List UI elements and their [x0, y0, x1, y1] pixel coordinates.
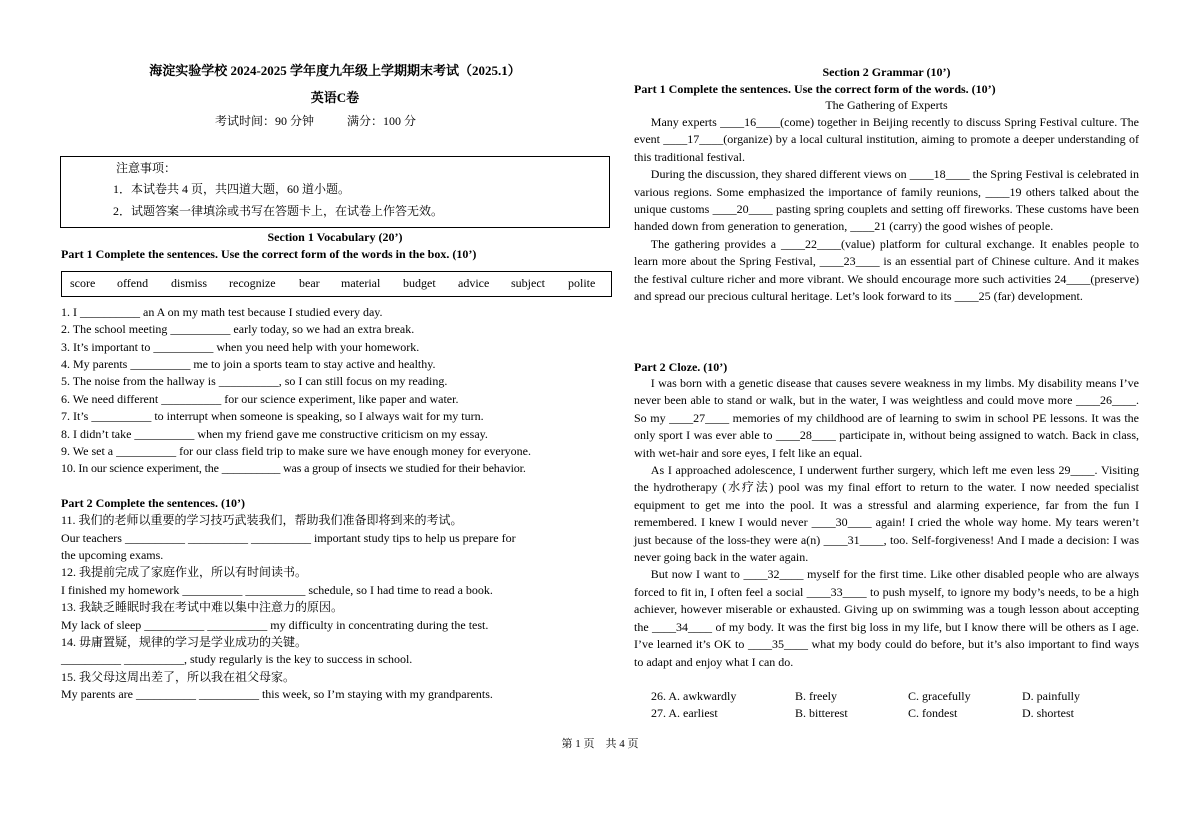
cloze-paragraph: I was born with a genetic disease that causes severe weakness in my limbs. My disability means I’ve never been able to stand or walk, but in the water, I was weightless and could move more ____26____. So my ____27____ memories of my childhood are of learning to swim in school PE lessons. It was the only sport I was ever able to ____28____ participate in, without being assigned to watch. Back in class, with wet-hair and sore eyes, I felt like an equal.	[634, 376, 1139, 460]
option: C. gracefully	[908, 689, 971, 703]
section2-part2-title: Part 2 Cloze. (10’)	[634, 360, 728, 374]
section1-part1-title: Part 1 Complete the sentences. Use the correct form of the words in the box. (10’)	[61, 247, 477, 261]
cloze-passage	[634, 375, 1139, 671]
exam-title: 海淀实验学校 2024-2025 学年度九年级上学期期末考试（2025.1）	[149, 63, 521, 78]
section2-title: Section 2 Grammar (10’)	[822, 65, 951, 79]
option: 26. A. awkwardly	[651, 689, 737, 703]
option: D. painfully	[1022, 689, 1080, 703]
word-item: score	[70, 276, 96, 290]
grammar-paragraph: The gathering provides a ____22____(value) platform for cultural exchange. It enables people to learn more about the Spring Festival, ____23____ is an essential part of Chinese culture. And it makes the festival culture richer and more vibrant. We should encourage more such activities 24____(preserve) and spread our precious cultural heritage. Let’s look forward to its ____25 (far) development.	[634, 236, 1139, 304]
exam-time: 考试时间：90 分钟	[215, 114, 315, 128]
word-item: bear	[299, 276, 320, 290]
translation-line: My lack of sleep __________ __________ my difficulty in concentrating during the test.	[61, 618, 489, 632]
passage-title: The Gathering of Experts	[825, 98, 948, 112]
sentence: 5. The noise from the hallway is __________, so I can still focus on my reading.	[61, 374, 448, 388]
translation-line: 12. 我提前完成了家庭作业，所以有时间读书。	[61, 565, 308, 579]
sentence: 7. It’s __________ to interrupt when someone is speaking, so I always wait for my turn.	[61, 409, 484, 423]
exam-subtitle: 英语C卷	[310, 90, 360, 105]
sentence: 6. We need different __________ for our science experiment, like paper and water.	[61, 392, 459, 406]
section2-part1-title: Part 1 Complete the sentences. Use the correct form of the words. (10’)	[634, 82, 996, 96]
exam-score: 满分：100 分	[347, 114, 417, 128]
grammar-paragraph: Many experts ____16____(come) together in Beijing recently to discuss Spring Festival culture. The event ____17____(organize) by a local cultural institution, aiming to promote a deeper understanding of this traditional festival.	[634, 115, 1139, 164]
sentence: 9. We set a __________ for our class field trip to make sure we have enough money for everyone.	[61, 444, 532, 458]
translation-line: 11. 我们的老师以重要的学习技巧武装我们，帮助我们准备即将到来的考试。	[61, 513, 463, 527]
word-item: advice	[458, 276, 490, 290]
section1-part2-title: Part 2 Complete the sentences. (10’)	[61, 496, 245, 510]
notice-box	[60, 156, 610, 228]
option: 27. A. earliest	[651, 706, 718, 720]
translation-line: the upcoming exams.	[61, 548, 164, 562]
notice-item: 1．本试卷共 4 页，共四道大题，60 道小题。	[113, 182, 351, 196]
sentence: 3. It’s important to __________ when you need help with your homework.	[61, 340, 420, 354]
sentence: 10. In our science experiment, the __________ was a group of insects we studied for their behavior.	[61, 461, 526, 475]
translation-line: 15. 我父母这周出差了，所以我在祖父母家。	[61, 670, 296, 684]
section1-title: Section 1 Vocabulary (20’)	[267, 230, 403, 244]
grammar-passage	[634, 114, 1139, 305]
word-box	[61, 271, 612, 297]
sentence: 1. I __________ an A on my math test because I studied every day.	[61, 305, 383, 319]
grammar-paragraph: During the discussion, they shared different views on ____18____ the Spring Festival is celebrated in various regions. Some emphasized the importance of family reunions, ____19 others talked about the unique customs ____20____ pasting spring couplets and setting off fireworks. These customs have been handed down from generation to generation, ____21 (carry) the good wishes of people.	[634, 167, 1139, 234]
option: B. bitterest	[795, 706, 848, 720]
cloze-paragraph: As I approached adolescence, I underwent further surgery, which left me even less 29____. Visiting the hydrotherapy (水疗法) pool was my final effort to return to the water. I now needed specialist equipment to get me into the pool. It was a stressful and alarming experience, far from the fun I remembered. I knew I would never ____30____ again! I cried the whole way home. My tears weren’t just because of the loss-they were a(n) ____31____, too. Self-forgiveness! And I made a decision: I was never going back in the water again.	[634, 463, 1139, 565]
translation-line: Our teachers __________ __________ __________ important study tips to help us prepare for	[61, 531, 516, 545]
option: C. fondest	[908, 706, 958, 720]
page-footer: 第 1 页 共 4 页	[561, 738, 639, 750]
sentence: 4. My parents __________ me to join a sports team to stay active and healthy.	[61, 357, 436, 371]
translation-line: 14. 毋庸置疑，规律的学习是学业成功的关键。	[61, 635, 308, 649]
sentence: 2. The school meeting __________ early today, so we had an extra break.	[61, 322, 415, 336]
word-item: dismiss	[171, 276, 208, 290]
translation-line: My parents are __________ __________ this week, so I’m staying with my grandparents.	[61, 687, 493, 701]
word-item: material	[341, 276, 381, 290]
translation-line: 13. 我缺乏睡眠时我在考试中难以集中注意力的原因。	[61, 600, 344, 614]
word-item: polite	[568, 276, 596, 290]
option: B. freely	[795, 689, 837, 703]
option: D. shortest	[1022, 706, 1074, 720]
notice-item: 2．试题答案一律填涂或书写在答题卡上，在试卷上作答无效。	[113, 204, 444, 218]
cloze-paragraph: But now I want to ____32____ myself for the first time. Like other disabled people who are always forced to fit in, I often feel a social ____33____ to push myself, to ignore my body’s needs, to be a high achiever, however miserable or exhausted. Giving up on swimming was a tough lesson about accepting the ____34____ of my body. It was the first big loss in my life, but I know there will be others as I age. I’ve learned it’s OK to ____35____ what my body could do before, but it’s also important to find ways to adapt and enjoy what I can do.	[634, 567, 1139, 669]
word-item: budget	[403, 276, 436, 290]
translation-line: I finished my homework __________ __________ schedule, so I had time to read a book.	[61, 583, 493, 597]
word-item: subject	[511, 276, 545, 290]
sentence: 8. I didn’t take __________ when my friend gave me constructive criticism on my essay.	[61, 427, 488, 441]
notice-heading: 注意事项：	[116, 161, 177, 175]
translation-line: __________ __________, study regularly is the key to success in school.	[61, 652, 413, 666]
word-item: recognize	[229, 276, 276, 290]
word-item: offend	[117, 276, 149, 290]
